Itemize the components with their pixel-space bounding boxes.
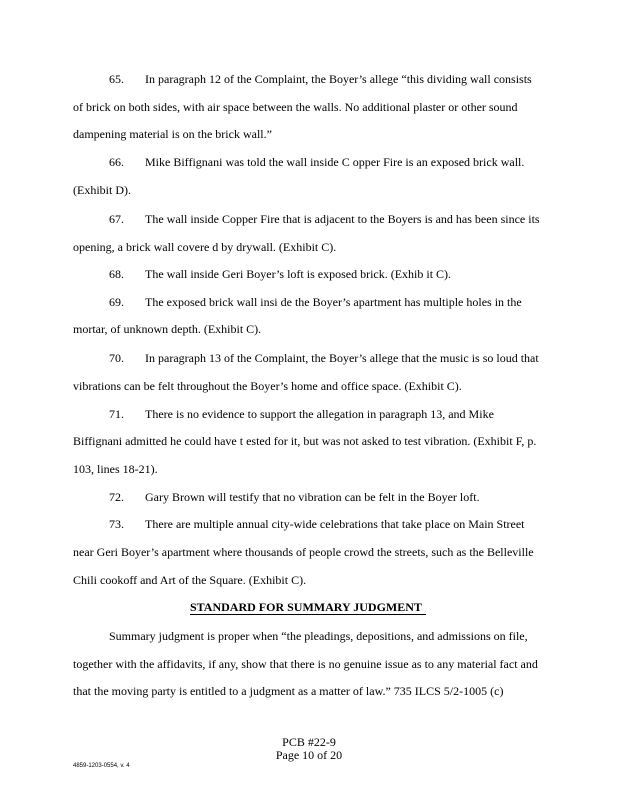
paragraph-number: 69. xyxy=(109,295,124,309)
standard-line: Summary judgment is proper when “the pleadings, depositions, and admissions on file, xyxy=(109,629,528,643)
standard-line: that the moving party is entitled to a judgment as a matter of law.” 735 ILCS 5/2-1005 (c) xyxy=(73,684,504,698)
footer-page-number: Page 10 of 20 xyxy=(275,748,343,762)
paragraph-line: Biffignani admitted he could have t ested for it, but was not asked to test vibration. (Exhibit F, p. xyxy=(73,434,537,448)
paragraph-line: mortar, of unknown depth. (Exhibit C). xyxy=(73,322,262,336)
paragraph-line: The wall inside Copper Fire that is adjacent to the Boyers is and has been since its xyxy=(145,212,540,226)
standard-line: together with the affidavits, if any, show that there is no genuine issue as to any material fact and xyxy=(73,657,538,671)
paragraph-number: 71. xyxy=(109,407,124,421)
paragraph-line: opening, a brick wall covere d by drywall. (Exhibit C). xyxy=(73,240,337,254)
paragraph-line: vibrations can be felt throughout the Boyer’s home and office space. (Exhibit C). xyxy=(73,379,462,393)
paragraph-line: 103, lines 18-21). xyxy=(73,462,158,476)
paragraph-number: 65. xyxy=(109,72,124,86)
paragraph-number: 73. xyxy=(109,517,124,531)
paragraph-number: 67. xyxy=(109,212,124,226)
paragraph-line: near Geri Boyer’s apartment where thousands of people crowd the streets, such as the Belleville xyxy=(73,545,534,559)
paragraph-number: 72. xyxy=(109,490,124,504)
paragraph-line: There is no evidence to support the allegation in paragraph 13, and Mike xyxy=(145,407,494,421)
paragraph-number: 66. xyxy=(109,155,124,169)
paragraph-line: of brick on both sides, with air space between the walls. No additional plaster or other sound xyxy=(73,100,518,114)
paragraph-number: 70. xyxy=(109,351,124,365)
paragraph-line: In paragraph 12 of the Complaint, the Boyer’s allege “this dividing wall consists xyxy=(145,72,532,86)
paragraph-line: The wall inside Geri Boyer’s loft is exposed brick. (Exhib it C). xyxy=(145,267,452,281)
paragraph-line: Mike Biffignani was told the wall inside C opper Fire is an exposed brick wall. xyxy=(145,155,525,169)
paragraph-line: (Exhibit D). xyxy=(73,183,131,197)
section-heading: STANDARD FOR SUMMARY JUDGMENT xyxy=(190,600,422,614)
heading-underline xyxy=(190,614,426,615)
paragraph-line: Gary Brown will testify that no vibration can be felt in the Boyer loft. xyxy=(145,490,480,504)
paragraph-line: Chili cookoff and Art of the Square. (Exhibit C). xyxy=(73,573,307,587)
footer-case-number: PCB #22-9 xyxy=(282,735,336,749)
paragraph-line: The exposed brick wall insi de the Boyer’s apartment has multiple holes in the xyxy=(145,295,522,309)
paragraph-line: In paragraph 13 of the Complaint, the Boyer’s allege that the music is so loud that xyxy=(145,351,539,365)
paragraph-line: dampening material is on the brick wall.” xyxy=(73,127,272,141)
paragraph-line: There are multiple annual city-wide celebrations that take place on Main Street xyxy=(145,517,525,531)
footer-document-id: 4859-1203-0554, v. 4 xyxy=(73,763,130,769)
paragraph-number: 68. xyxy=(109,267,124,281)
